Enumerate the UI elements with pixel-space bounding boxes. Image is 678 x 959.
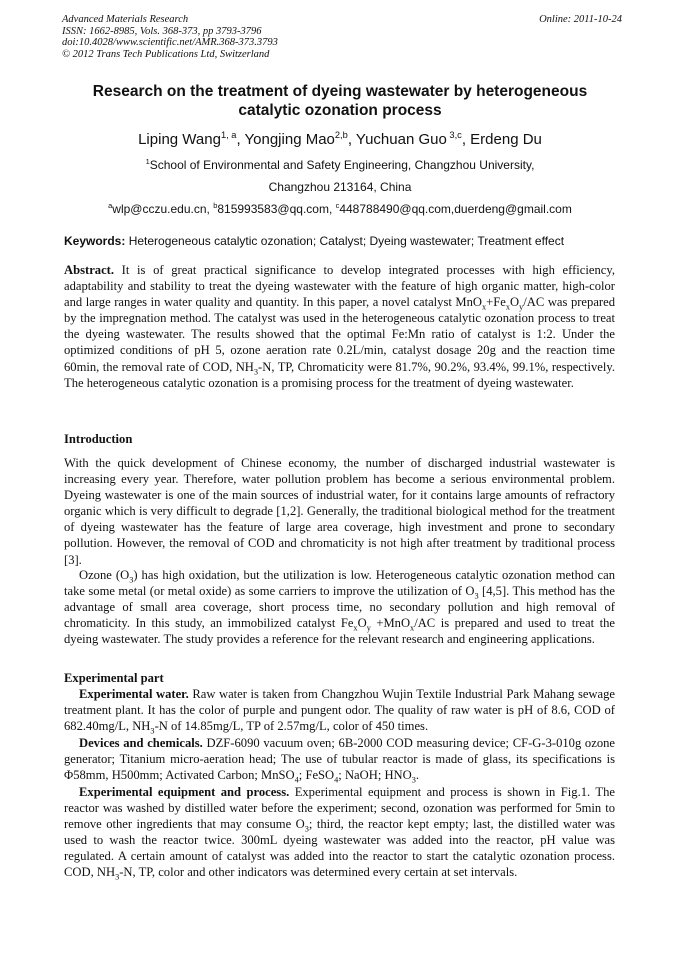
subscript: x	[353, 623, 358, 633]
email-text: 448788490@qq.com,duerdeng@gmail.com	[339, 202, 572, 216]
affiliation-line-2: Changzhou 213164, China	[268, 180, 412, 194]
abstract-text: -N, TP, Chromaticity were 81.7%, 90.2%, 93.4%, 99.1%, respectively. The heterogeneous catalytic ozonation is a promising process for the treatment of dyeing wastewater.	[64, 359, 615, 390]
affiliation-text-1: School of Environmental and Safety Engineering, Changzhou University,	[149, 158, 535, 172]
subscript: 3	[150, 726, 155, 736]
author-sup: 3,c	[446, 130, 462, 140]
exp-text: Raw water is taken from Changzhou Wujin Textile Industrial Park Mahang sewage treatment plant. It has the color of purple and pungent odor. The quality of raw water is pH of 8.6, COD of 682.40mg/L, NH	[64, 687, 616, 734]
author-sup: 1, a	[220, 130, 237, 140]
email-text: wlp@cczu.edu.cn,	[112, 202, 214, 216]
experimental-heading: Experimental part	[64, 671, 164, 685]
keywords	[64, 234, 624, 248]
keywords-label: Keywords:	[64, 234, 126, 248]
subscript: x	[410, 623, 415, 633]
introduction-paragraph-2	[64, 567, 615, 647]
subscript: 4	[334, 775, 339, 785]
subscript: 3	[115, 872, 120, 882]
abstract-text: +Fe	[486, 295, 506, 310]
devices-paragraph	[64, 735, 615, 783]
intro-text: Ozone (O	[79, 568, 130, 582]
paragraph-label: Experimental water.	[79, 687, 189, 701]
exp-text: .	[415, 768, 420, 783]
intro-text: /AC is prepared and used to treat the dyeing wastewater. The study provides a reference for the relevant research and engineering applications.	[64, 616, 615, 647]
exp-text: ; third, the reactor kept empty; last, the distilled water was used to wash the reactor twice. 300mL dyeing wastewater was added into the reactor, pH value was regulated. A certain amount of catalyst was added into the reactor to start the catalytic ozonation process. COD, NH	[64, 817, 615, 880]
subscript: x	[505, 302, 511, 312]
intro-text: ) has high oxidation, but the utilization is low. Heterogeneous catalytic ozonation method can take some metal (or metal oxide) as some carriers to improve the utilization of O	[64, 568, 615, 599]
journal-header	[62, 14, 622, 60]
subscript: y	[519, 302, 524, 312]
author-list	[60, 131, 620, 149]
paragraph-label: Devices and chemicals.	[79, 736, 203, 750]
intro-text: +MnO	[370, 616, 411, 631]
introduction-paragraph-1: With the quick development of Chinese economy, the number of discharged industrial wastewater is increasing every year. Therefore, water pollution problem has become a serious environmental problem. Dyeing wastewater is one of the main sources of industrial water, for it contains large amounts of refractory organic which is very difficult to degrade [1,2]. Generally, the traditional biological method for the treatment of dyeing wastewater has the feature of large area coverage, high investment and prone to secondary pollution. However, the removal of COD and chromaticity is not high after treatment by traditional process [3].	[64, 456, 615, 567]
keywords-text: Heterogeneous catalytic ozonation; Catalyst; Dyeing wastewater; Treatment effect	[125, 234, 565, 248]
author-sep: ,	[236, 131, 245, 148]
author-sep: ,	[347, 131, 356, 148]
abstract-text: /AC was prepared by the impregnation method. The catalyst was used in the heterogeneous catalytic ozonation process to treat the dyeing wastewater. The results showed that the optimal Fe:Mn ratio of catalyst is 1:2. Under the optimized conditions of pH 5, ozone aeration rate 0.2L/min, catalyst dosage 20g and the reaction time 60min, the removal rate of COD, NH	[64, 295, 615, 374]
equipment-paragraph	[64, 784, 615, 881]
subscript: 3	[474, 591, 479, 601]
affiliation-line-1	[60, 158, 620, 172]
author-emails	[60, 202, 620, 216]
intro-text: [4,5]. This method has the advantage of small area coverage, short process time, no secondary pollution and high removal of chromaticity. In this study, an immobilized catalyst Fe	[64, 584, 615, 631]
author-name: Yuchuan Guo	[355, 131, 447, 148]
exp-text: -N, TP, color and other indicators was determined every certain at set intervals.	[119, 865, 518, 880]
author-sep: ,	[461, 131, 471, 148]
affiliation-sup: 1	[145, 157, 150, 166]
email-text: 815993583@qq.com,	[217, 202, 336, 216]
experimental-water-paragraph	[64, 686, 615, 734]
paper-title	[60, 82, 620, 120]
subscript: 3	[129, 575, 134, 585]
subscript: 4	[294, 775, 299, 785]
journal-name: Advanced Materials Research	[62, 14, 189, 25]
author-name: Yongjing Mao	[244, 131, 335, 148]
journal-doi: doi:10.4028/www.scientific.net/AMR.368-373.3793	[62, 37, 278, 48]
journal-copyright: © 2012 Trans Tech Publications Ltd, Switzerland	[62, 48, 270, 60]
abstract-text: It is of great practical significance to develop integrated processes with high efficiency, adaptability and stability to treat the dyeing wastewater with the feature of high organic matter, high-color and large ranges in water quality and quantity. In this paper, a novel catalyst MnO	[64, 263, 615, 310]
exp-text: -N of 14.85mg/L, TP of 2.57mg/L, color of 450 times.	[154, 719, 429, 734]
author-sup: 2,b	[334, 130, 348, 140]
abstract-text: O	[510, 295, 520, 310]
email-sup: c	[335, 201, 340, 210]
subscript: x	[482, 302, 487, 312]
email-sup: b	[213, 201, 218, 210]
subscript: y	[366, 623, 371, 633]
email-sup: a	[108, 201, 113, 210]
paragraph-label: Experimental equipment and process.	[79, 785, 290, 799]
intro-text: O	[357, 616, 367, 631]
author-name: Liping Wang	[138, 131, 221, 148]
subscript: 3	[304, 824, 309, 834]
online-date: Online: 2011-10-24	[539, 14, 622, 25]
subscript: 3	[411, 775, 416, 785]
journal-issn: ISSN: 1662-8985, Vols. 368-373, pp 3793-3796	[62, 25, 262, 37]
abstract-label: Abstract.	[64, 263, 115, 277]
subscript: 3	[253, 367, 259, 377]
abstract	[64, 262, 615, 391]
exp-text: ; NaOH; HNO	[338, 768, 412, 783]
exp-text: ; FeSO	[298, 768, 335, 783]
author-name: Erdeng Du	[470, 131, 542, 148]
exp-text: Experimental equipment and process is shown in Fig.1. The reactor was washed by distilled water before the experiment; second, ozonation was performed for 5min to remove other ingredients that may consume O	[64, 785, 615, 832]
introduction-heading: Introduction	[64, 432, 133, 446]
exp-text: DZF-6090 vacuum oven; 6B-2000 COD measuring device; CF-G-3-010g ozone generator; Titanium micro-aeration head; The use of tubular reactor is made of glass, its specifications is Φ58mm, H500mm; Activated Carbon; MnSO	[64, 736, 615, 783]
title-line-2: catalytic ozonation process	[238, 102, 442, 119]
title-line-1: Research on the treatment of dyeing wastewater by heterogeneous	[92, 83, 588, 100]
